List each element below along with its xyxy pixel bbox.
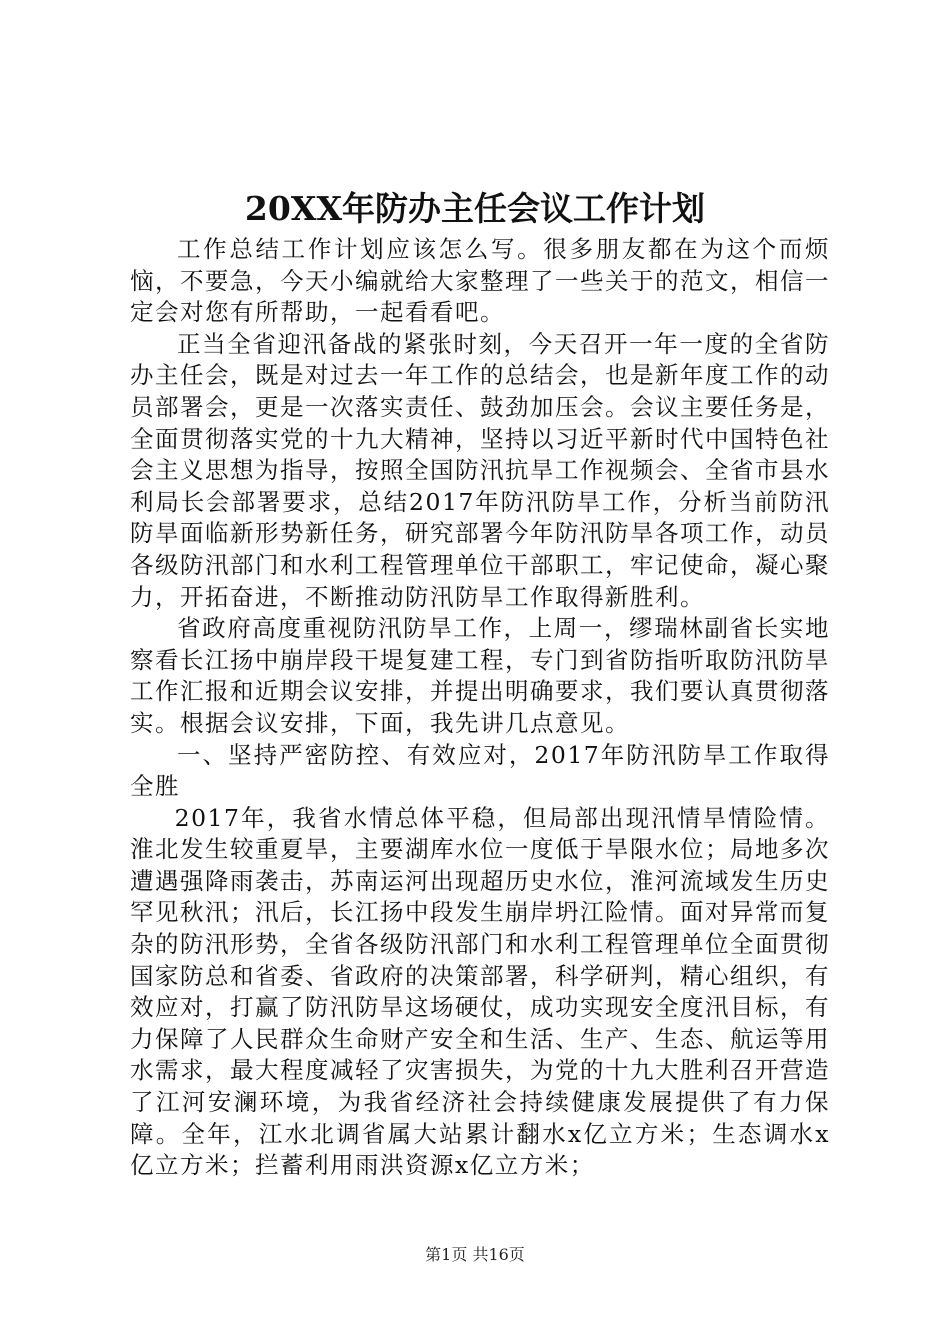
paragraph-2017-review: 2017年，我省水情总体平稳，但局部出现汛情旱情险情。淮北发生较重夏旱，主要湖库水位一度低于旱限水位；局地多次遭遇强降雨袭击，苏南运河出现超历史水位，淮河流域发生历史罕见秋汛；汛后，长江扬中段发生崩岸坍江险情。面对异常而复杂的防汛形势，全省各级防汛部门和水利工程管理单位全面贯彻国家防总和省委、省政府的决策部署，科学研判，精心组织，有效应对，打赢了防汛防旱这场硬仗，成功实现安全度汛目标，有力保障了人民群众生命财产安全和生活、生产、生态、航运等用水需求，最大程度减轻了灾害损失，为党的十九大胜利召开营造了江河安澜环境，为我省经济社会持续健康发展提供了有力保障。全年，江水北调省属大站累计翻水x亿立方米；生态调水x亿立方米；拦蓄利用雨洪资源x亿立方米； <box>130 803 830 1180</box>
paragraph-government-attention: 省政府高度重视防汛防旱工作，上周一，缪瑞林副省长实地察看长江扬中崩岸段干堤复建工程，专门到省防指听取防汛防旱工作汇报和近期会议安排，并提出明确要求，我们要认真贯彻落实。根据会议安排，下面，我先讲几点意见。 <box>130 614 830 737</box>
paragraph-meeting-purpose: 正当全省迎汛备战的紧张时刻，今天召开一年一度的全省防办主任会，既是对过去一年工作的总结会，也是新年度工作的动员部署会，更是一次落实责任、鼓劲加压会。会议主要任务是，全面贯彻落实党的十九大精神，坚持以习近平新时代中国特色社会主义思想为指导，按照全国防汛抗旱工作视频会、全省市县水利局长会部署要求，总结2017年防汛防旱工作，分析当前防汛防旱面临新形势新任务，研究部署今年防汛防旱各项工作，动员各级防汛部门和水利工程管理单位干部职工，牢记使命，凝心聚力，开拓奋进，不断推动防汛防旱工作取得新胜利。 <box>130 329 830 611</box>
document-title: 20XX年防办主任会议工作计划 <box>244 189 706 228</box>
section-heading-one: 一、坚持严密防控、有效应对，2017年防汛防旱工作取得全胜 <box>130 740 830 801</box>
page-footer: 第1页 共16页 <box>425 1245 525 1264</box>
paragraph-intro: 工作总结工作计划应该怎么写。很多朋友都在为这个而烦恼，不要急，今天小编就给大家整理了一些关于的范文，相信一定会对您有所帮助，一起看看吧。 <box>130 235 830 327</box>
document-body <box>130 234 830 1182</box>
